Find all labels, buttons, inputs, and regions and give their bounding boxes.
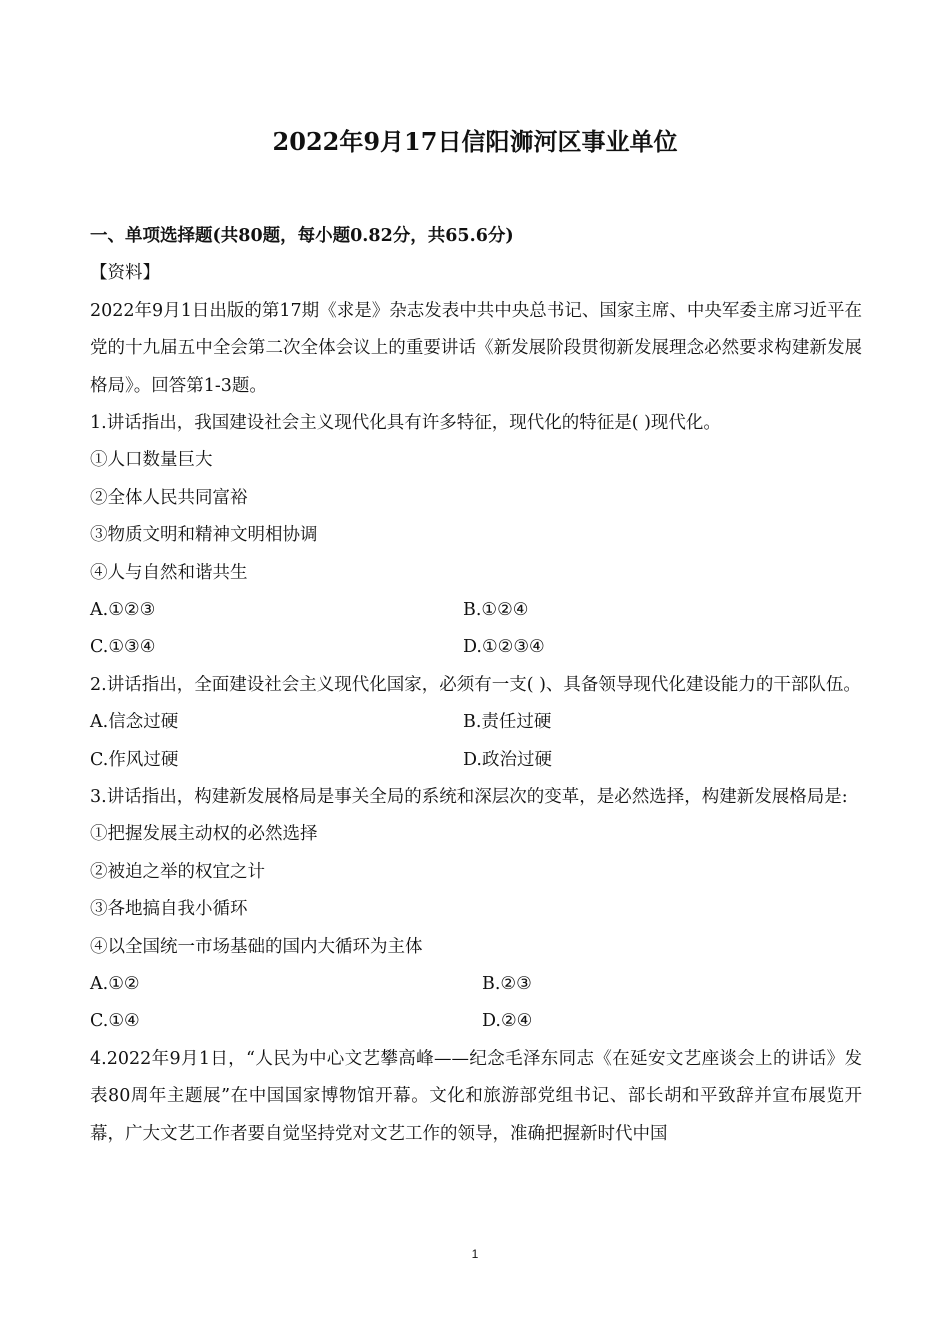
material-label: 【资料】 bbox=[90, 263, 160, 284]
question-2-option-d: D.政治过硬 bbox=[463, 749, 552, 770]
section-heading: 一、单项选择题(共80题，每小题0.82分，共65.6分) bbox=[90, 226, 514, 246]
question-1-option-d: D.①②③④ bbox=[463, 637, 545, 658]
question-3-option-c: C.①④ bbox=[90, 1011, 140, 1032]
question-2-options-row-2 bbox=[90, 742, 862, 779]
question-3-option-b: B.②③ bbox=[482, 973, 532, 994]
question-2-option-c: C.作风过硬 bbox=[90, 749, 179, 770]
question-1-stem: 1.讲话指出，我国建设社会主义现代化具有许多特征，现代化的特征是( )现代化。 bbox=[90, 413, 721, 433]
question-3-option-d: D.②④ bbox=[482, 1011, 533, 1032]
question-1-item-3: ③物质文明和精神文明相协调 bbox=[90, 525, 318, 546]
question-1-item-4: ④人与自然和谐共生 bbox=[90, 562, 248, 583]
question-3-option-a: A.①② bbox=[90, 973, 140, 994]
question-1-option-a: A.①②③ bbox=[90, 599, 156, 620]
question-1-options-row-2 bbox=[90, 629, 862, 666]
question-3-item-1: ①把握发展主动权的必然选择 bbox=[90, 824, 318, 845]
question-3-item-4: ④以全国统一市场基础的国内大循环为主体 bbox=[90, 936, 423, 957]
question-1-item-1: ①人口数量巨大 bbox=[90, 450, 213, 471]
question-1-option-c: C.①③④ bbox=[90, 637, 156, 658]
question-2-option-a: A.信念过硬 bbox=[90, 712, 179, 733]
page-number: 1 bbox=[471, 1247, 479, 1261]
question-3-options-row-2 bbox=[90, 1003, 862, 1040]
question-1-option-b: B.①②④ bbox=[463, 599, 529, 620]
question-3-item-2: ②被迫之举的权宜之计 bbox=[90, 861, 265, 882]
question-3-item-3: ③各地搞自我小循环 bbox=[90, 899, 248, 920]
question-3-options-row-1 bbox=[90, 966, 862, 1003]
question-3-stem: 3.讲话指出，构建新发展格局是事关全局的系统和深层次的变革，是必然选择，构建新发展格局是: bbox=[90, 786, 848, 807]
question-1-item-2: ②全体人民共同富裕 bbox=[90, 487, 248, 508]
question-2-stem: 2.讲话指出，全面建设社会主义现代化国家，必须有一支( )、具备领导现代化建设能力的干部队伍。 bbox=[90, 674, 861, 695]
question-1-options-row-1 bbox=[90, 592, 862, 629]
question-2-option-b: B.责任过硬 bbox=[463, 712, 552, 733]
question-2-options-row-1 bbox=[90, 704, 862, 741]
material-text: 2022年9月1日出版的第17期《求是》杂志发表中共中央总书记、国家主席、中央军委主席习近平在党的十九届五中全会第二次全体会议上的重要讲话《新发展阶段贯彻新发展理念必然要求构建新发展格局》。回答第1-3题。 bbox=[90, 300, 862, 396]
document-title: 2022年9月17日信阳浉河区事业单位 bbox=[272, 127, 678, 156]
document-body bbox=[90, 218, 862, 1153]
question-4-stem: 4.2022年9月1日，“人民为中心文艺攀高峰——纪念毛泽东同志《在延安文艺座谈会上的讲话》发表80周年主题展”在中国国家博物馆开幕。文化和旅游部党组书记、部长胡和平致辞并宣布展览开幕，广大文艺工作者要自觉坚持党对文艺工作的领导，准确把握新时代中国 bbox=[90, 1048, 862, 1144]
